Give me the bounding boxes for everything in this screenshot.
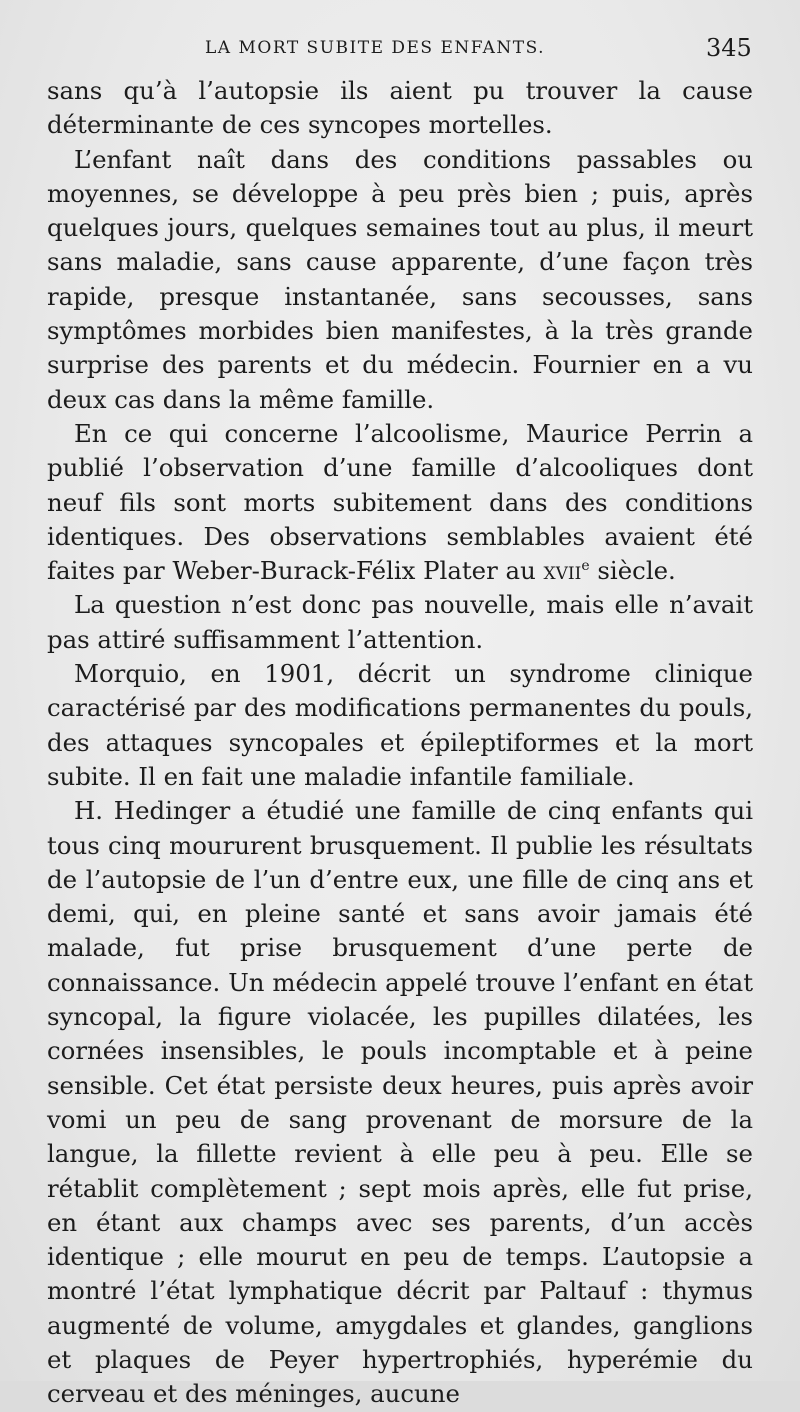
running-title: LA MORT SUBITE DES ENFANTS. bbox=[205, 38, 546, 58]
paragraph-alcoholism-text: En ce qui concerne l’alcoolisme, Maurice Perrin a publié l’observation d’une famille d’alcooliques dont neuf fils sont morts subitement dans des conditions identiques. Des observations semblables avaient été faites par Weber-Burack-Félix Plater au bbox=[47, 418, 753, 586]
page-number: 345 bbox=[706, 34, 752, 62]
body-text bbox=[47, 74, 753, 1412]
paragraph-continued: sans qu’à l’autopsie ils aient pu trouver la cause déterminante de ces syncopes mortelles. bbox=[47, 76, 753, 140]
century-numeral: xvii bbox=[543, 556, 582, 586]
paragraph-question: La question n’est donc pas nouvelle, mais elle n’avait pas attiré suffisamment l’attention. bbox=[47, 590, 753, 654]
century-superscript: e bbox=[581, 558, 590, 575]
paragraph-hedinger: H. Hedinger a étudié une famille de cinq enfants qui tous cinq moururent brusquement. Il publie les résultats de l’autopsie de l’un d’entre eux, une fille de cinq ans et demi, qui, en pleine santé et sans avoir jamais été malade, fut prise brusquement d’une perte de connaissance. Un médecin appelé trouve l’enfant en état syncopal, la figure violacée, les pupilles dilatées, les cornées insensibles, le pouls incomptable et à peine sensible. Cet état persiste deux heures, puis après avoir vomi un peu de sang provenant de morsure de la langue, la fillette revient à elle peu à peu. Elle se rétablit complètement ; sept mois après, elle fut prise, en étant aux champs avec ses parents, d’un accès identique ; elle mourut en peu de temps. L’autopsie a montré l’état lymphatique décrit par Paltauf : thymus augmenté de volume, amygdales et glandes, ganglions et plaques de Peyer hypertrophiés, hyperémie du cerveau et des méninges, aucune bbox=[47, 796, 753, 1409]
running-head bbox=[0, 34, 800, 68]
paragraph-infant-death: L’enfant naît dans des conditions passables ou moyennes, se développe à peu près bien ; puis, après quelques jours, quelques semaines tout au plus, il meurt sans maladie, sans cause apparente, d’une façon très rapide, presque instantanée, sans secousses, sans symptômes morbides bien manifestes, à la très grande surprise des parents et du médecin. Fournier en a vu deux cas dans la même famille. bbox=[47, 144, 753, 414]
paragraph-alcoholism bbox=[47, 417, 753, 588]
paragraph-morquio: Morquio, en 1901, décrit un syndrome clinique caractérisé par des modifications permanentes du pouls, des attaques syncopales et épileptiformes et la mort subite. Il en fait une maladie infantile familiale. bbox=[47, 659, 753, 791]
century-tail: siècle. bbox=[589, 556, 676, 586]
